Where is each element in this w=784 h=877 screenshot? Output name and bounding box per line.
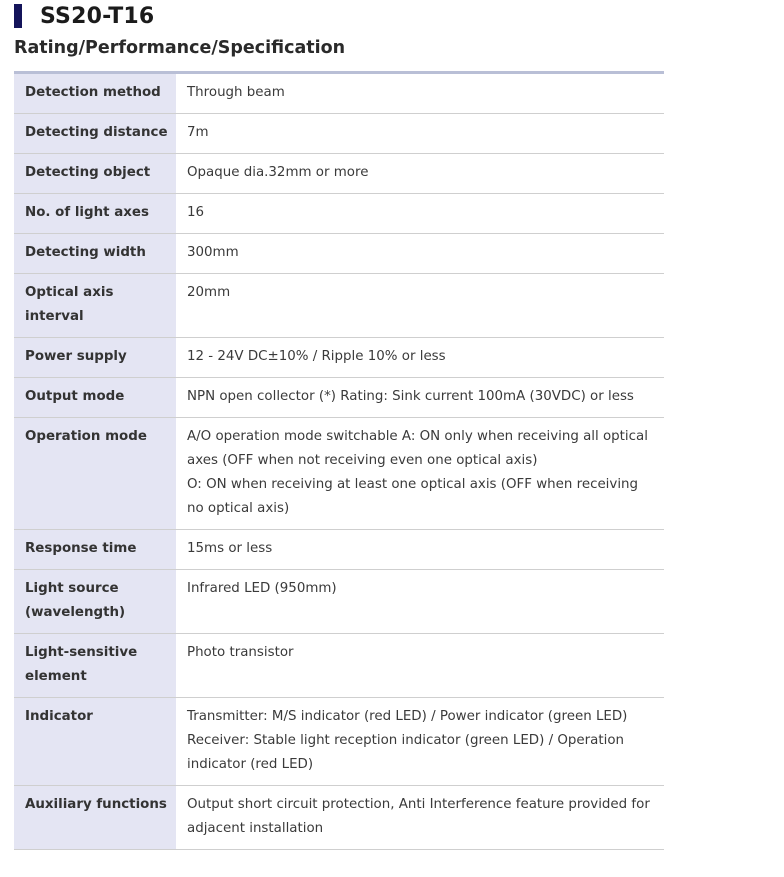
spec-label: Detecting distance <box>14 114 176 154</box>
spec-value-line: Photo transistor <box>187 645 294 660</box>
spec-row <box>14 570 664 634</box>
spec-value <box>176 194 664 234</box>
spec-row <box>14 154 664 194</box>
spec-label: Light source (wavelength) <box>14 570 176 634</box>
spec-row <box>14 194 664 234</box>
spec-row <box>14 74 664 114</box>
spec-value <box>176 530 664 570</box>
spec-label: No. of light axes <box>14 194 176 234</box>
spec-label: Detecting width <box>14 234 176 274</box>
section-heading: Rating/Performance/Specification <box>14 38 346 58</box>
spec-row <box>14 234 664 274</box>
spec-value <box>176 634 664 698</box>
spec-value <box>176 378 664 418</box>
spec-value <box>176 74 664 114</box>
spec-label: Response time <box>14 530 176 570</box>
product-title <box>14 2 154 30</box>
spec-value-line: O: ON when receiving at least one optical axis (OFF when receiving no optical axis) <box>187 477 639 516</box>
spec-table <box>14 74 664 850</box>
spec-row <box>14 634 664 698</box>
spec-value <box>176 274 664 338</box>
spec-value-line: Output short circuit protection, Anti Interference feature provided for adjacent installation <box>187 797 650 836</box>
spec-value-line: A/O operation mode switchable A: ON only when receiving all optical axes (OFF when not receiving even one optical axis) <box>187 429 648 468</box>
spec-row <box>14 274 664 338</box>
spec-row <box>14 338 664 378</box>
spec-row <box>14 698 664 786</box>
spec-value-line: 300mm <box>187 245 239 260</box>
product-name: SS20-T16 <box>40 3 155 29</box>
spec-label: Detection method <box>14 74 176 114</box>
spec-label: Detecting object <box>14 154 176 194</box>
spec-value-line: 15ms or less <box>187 541 273 556</box>
spec-value-line: Opaque dia.32mm or more <box>187 165 369 180</box>
spec-row <box>14 786 664 850</box>
spec-value-line: Infrared LED (950mm) <box>187 581 337 596</box>
spec-value <box>176 418 664 530</box>
spec-value <box>176 234 664 274</box>
spec-label: Output mode <box>14 378 176 418</box>
spec-row <box>14 530 664 570</box>
spec-label: Indicator <box>14 698 176 786</box>
spec-row <box>14 418 664 530</box>
spec-label: Auxiliary functions <box>14 786 176 850</box>
spec-value-line: 20mm <box>187 285 231 300</box>
spec-label: Power supply <box>14 338 176 378</box>
spec-value <box>176 114 664 154</box>
spec-value <box>176 570 664 634</box>
spec-value <box>176 786 664 850</box>
spec-row <box>14 378 664 418</box>
spec-value-line: 12 - 24V DC±10% / Ripple 10% or less <box>187 349 446 364</box>
spec-label: Operation mode <box>14 418 176 530</box>
spec-row <box>14 114 664 154</box>
spec-value-line: NPN open collector (*) Rating: Sink current 100mA (30VDC) or less <box>187 389 634 404</box>
spec-value <box>176 338 664 378</box>
spec-value-line: 7m <box>187 125 209 140</box>
spec-label: Light-sensitive element <box>14 634 176 698</box>
spec-value <box>176 698 664 786</box>
spec-value <box>176 154 664 194</box>
spec-value-line: 16 <box>187 205 205 220</box>
spec-table-body <box>14 74 664 850</box>
spec-value-line: Transmitter: M/S indicator (red LED) / Power indicator (green LED) <box>187 709 628 724</box>
spec-label: Optical axis interval <box>14 274 176 338</box>
title-accent-bar <box>14 4 22 28</box>
spec-value-line: Through beam <box>187 85 285 100</box>
spec-value-line: Receiver: Stable light reception indicator (green LED) / Operation indicator (red LED) <box>187 733 624 772</box>
